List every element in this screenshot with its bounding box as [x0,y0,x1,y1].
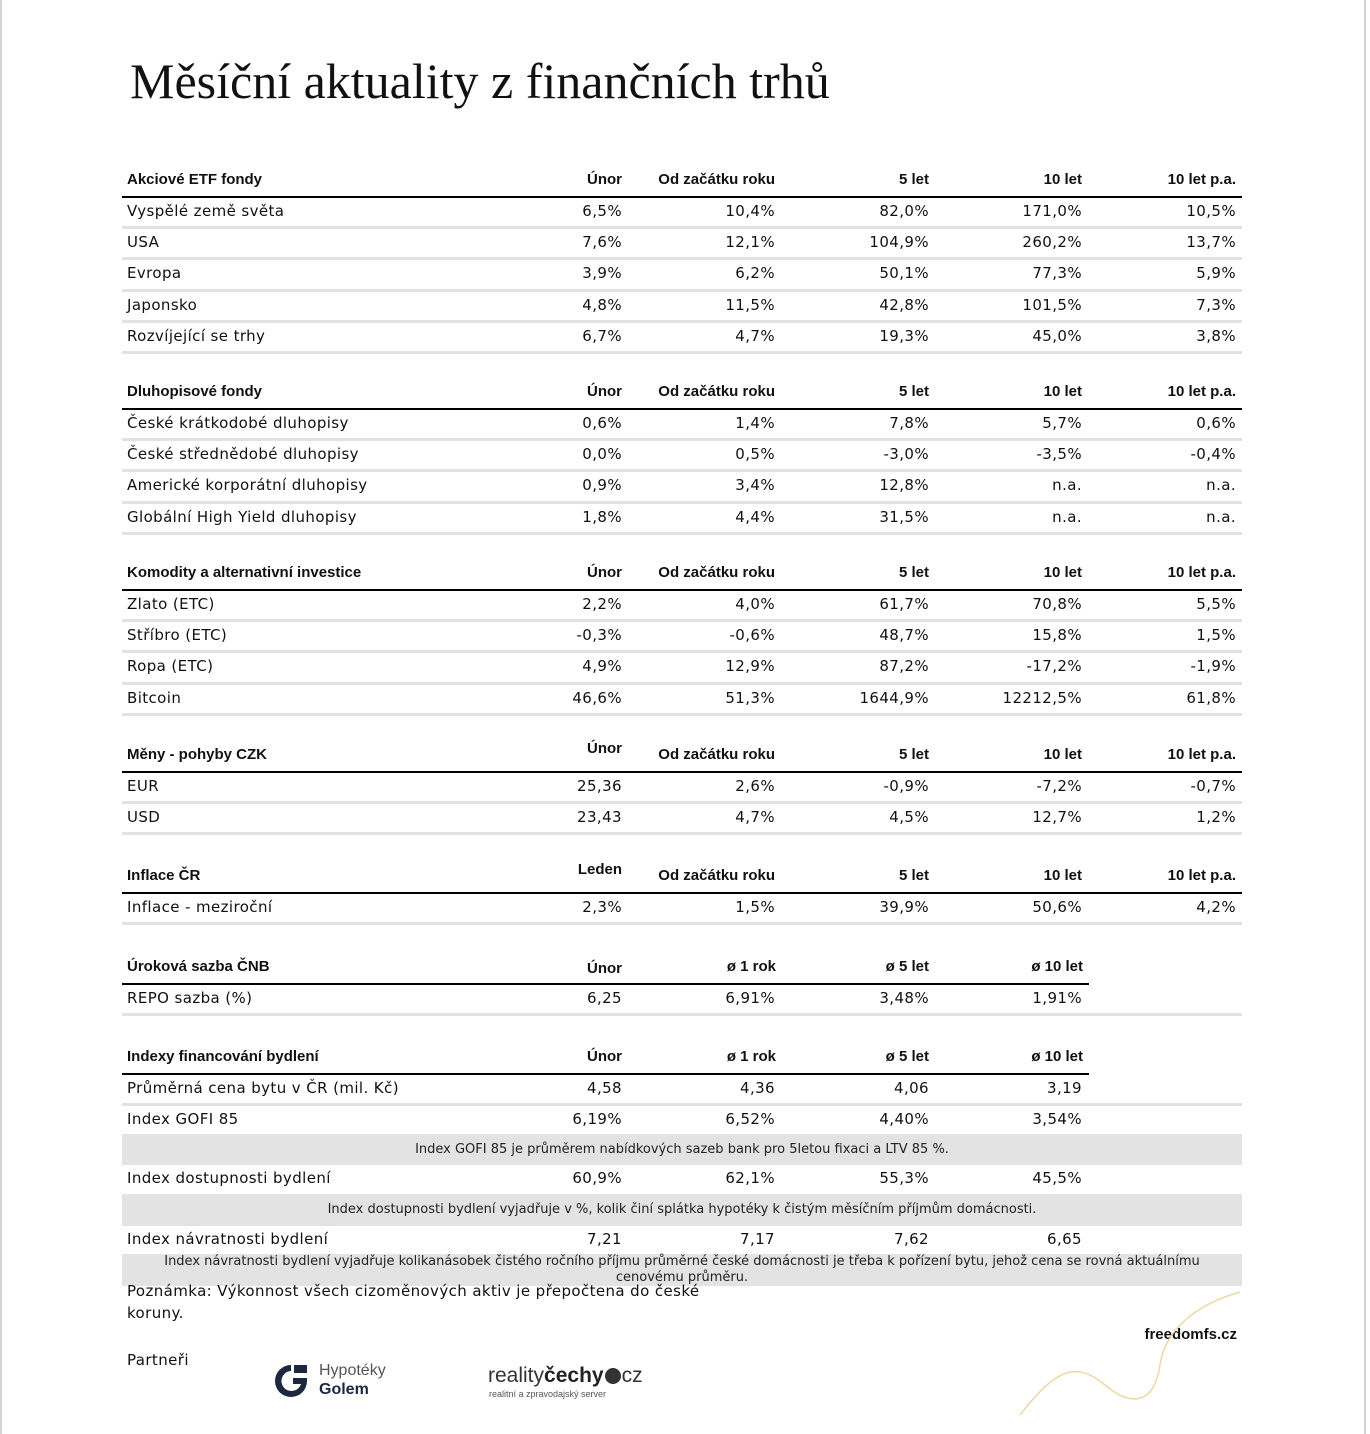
cell: 1,8% [582,507,622,526]
header-col: Od začátku roku [658,564,775,581]
header-col: 5 let [898,171,929,188]
cell: 0,6% [582,414,622,432]
wordmark-part: reality [488,1364,545,1387]
cell: 42,8% [879,295,929,314]
cell: 51,3% [725,688,775,707]
header-col: Od začátku roku [658,171,775,188]
cell: -0,4% [1190,445,1236,464]
cell: 10,5% [1186,202,1236,220]
cell: 50,6% [1032,898,1082,916]
cell: -3,5% [1036,445,1082,464]
cell: 23,43 [577,808,622,827]
row-label: Ropa (ETC) [127,657,214,676]
header-col: 10 let [1043,867,1082,884]
row-label: Rozvíjející se trhy [127,326,266,345]
section-housing-indices-cont2 [122,1226,1242,1254]
cell: 19,3% [879,326,929,345]
cell: 0,0% [582,445,622,464]
table-row [122,229,1242,260]
cell: 70,8% [1032,595,1082,613]
header-col: Od začátku roku [658,867,775,884]
header-col: 10 let p.a. [1167,746,1236,763]
golem-logo-icon [274,1364,310,1398]
cell: 12,7% [1032,808,1082,827]
header-col: 10 let [1043,171,1082,188]
cell: 87,2% [879,657,929,676]
cell: -0,7% [1190,777,1236,795]
cell: -7,2% [1036,777,1082,795]
table-row [122,441,1242,472]
header-col: 10 let p.a. [1167,383,1236,400]
row-label: Globální High Yield dluhopisy [127,507,357,526]
header-col: 5 let [898,383,929,400]
table-row [122,472,1242,503]
table-row [122,323,1242,354]
header-label: Dluhopisové fondy [127,383,262,400]
header-label: Měny - pohyby CZK [127,746,268,763]
cell: -0,3% [576,626,622,645]
cell: 1,5% [735,898,775,916]
table-header [122,559,1242,591]
header-col: Od začátku roku [658,383,775,400]
header-col: 10 let [1043,746,1082,763]
table-row [122,894,1242,925]
header-label: Akciové ETF fondy [127,171,263,188]
page-title: Měsíční aktuality z finančních trhů [130,53,830,109]
row-label: Inflace - meziroční [127,898,273,916]
partners-label: Partneři [127,1351,189,1369]
cell: 6,65 [1047,1230,1082,1248]
cell: 4,58 [587,1079,622,1097]
realitycechy-logo[interactable] [488,1364,688,1404]
cell: 39,9% [879,898,929,916]
cell: 7,17 [740,1230,775,1248]
cell: 15,8% [1032,626,1082,645]
table-row [122,198,1242,229]
header-label: Indexy financování bydlení [127,1048,319,1065]
header-col: ø 10 let [1031,1048,1083,1065]
section-inflation [122,862,1242,925]
table-header [122,378,1242,410]
header-col: ø 1 rok [726,958,776,975]
row-label: USD [127,808,161,827]
header-col: Leden [577,861,622,878]
cell: 3,8% [1196,326,1236,345]
cell: 25,36 [577,777,622,795]
cell: 12,9% [725,657,775,676]
cell: 5,9% [1196,264,1236,283]
return-note: Index návratnosti bydlení vyjadřuje kolikanásobek čistého ročního příjmu průměrné české domácnosti je třeba k pořízení bytu, jehož cena se rovná aktuálnímu cenovému průměru. [122,1254,1242,1286]
header-col: 5 let [898,564,929,581]
cell: 3,54% [1032,1110,1082,1129]
cell: 50,1% [879,264,929,283]
table-header [122,1043,1089,1075]
cell: 1644,9% [859,688,929,707]
cell: 4,2% [1196,898,1236,916]
cell: 4,7% [735,808,775,827]
cell: -0,6% [729,626,775,645]
table-header [122,166,1242,198]
header-col: 5 let [898,867,929,884]
header-col: Únor [587,740,622,757]
table-row [122,653,1242,684]
cell: 61,8% [1186,688,1236,707]
header-col: 5 let [898,746,929,763]
cell: 7,6% [582,233,622,252]
cell: 12,8% [879,476,929,495]
row-label: České střednědobé dluhopisy [127,445,359,464]
golem-logo-line2: Golem [319,1381,369,1398]
table-row [122,985,1242,1016]
header-col: 10 let [1043,564,1082,581]
decorative-curve [1015,1290,1255,1420]
cell: -3,0% [883,445,929,464]
wordmark-bold: čechy [544,1364,604,1387]
cell: 4,4% [735,507,775,526]
header-col: 10 let p.a. [1167,867,1236,884]
cell: 104,9% [869,233,929,252]
cell: 11,5% [725,295,775,314]
cell: 0,6% [1196,414,1236,432]
table-row [122,410,1242,441]
cell: 12,1% [725,233,775,252]
cell: 82,0% [879,202,929,220]
cell: 6,91% [725,989,775,1007]
header-col: 10 let [1043,383,1082,400]
row-label: Vyspělé země světa [127,202,285,220]
cell: 6,2% [735,264,775,283]
cell: 4,8% [582,295,622,314]
cell: 4,9% [582,657,622,676]
table-row [122,804,1242,835]
row-label: Americké korporátní dluhopisy [127,476,368,495]
header-col: Únor [587,960,622,977]
header-label: Inflace ČR [127,867,201,884]
cell: 5,5% [1196,595,1236,613]
cell: 101,5% [1022,295,1082,314]
cell: 1,91% [1032,989,1082,1007]
cell: 2,3% [582,898,622,916]
table-row [122,504,1242,535]
section-housing-indices-cont [122,1165,1242,1193]
golem-logo[interactable] [274,1362,414,1402]
cell: 3,19 [1047,1079,1082,1097]
cell: 1,5% [1196,626,1236,645]
cell: 4,0% [735,595,775,613]
header-col: 10 let p.a. [1167,564,1236,581]
header-col: Od začátku roku [658,746,775,763]
cell: 1,2% [1196,808,1236,827]
header-col: ø 1 rok [726,1048,776,1065]
row-label: REPO sazba (%) [127,989,253,1007]
cell: 12212,5% [1002,688,1082,707]
cell: n.a. [1206,507,1236,526]
row-label: Japonsko [127,295,198,314]
wordmark-tld: cz [621,1364,643,1387]
cell: n.a. [1052,507,1082,526]
cell: -0,9% [883,777,929,795]
table-row [122,1075,1242,1106]
cell: 7,21 [587,1230,622,1248]
row-label: Index GOFI 85 [127,1110,239,1129]
row-label: Stříbro (ETC) [127,626,228,645]
cell: 7,62 [894,1230,929,1248]
cell: 0,5% [735,445,775,464]
cell: 3,9% [582,264,622,283]
row-label: Index dostupnosti bydlení [127,1169,331,1187]
cell: 77,3% [1032,264,1082,283]
cell: 6,7% [582,326,622,345]
cell: 4,36 [740,1079,775,1097]
header-label: Komodity a alternativní investice [127,564,362,581]
row-label: Evropa [127,264,182,283]
cell: 55,3% [879,1169,929,1187]
header-col: Únor [587,1048,622,1065]
cell: 7,8% [889,414,929,432]
section-bond-funds [122,378,1242,535]
cell: 6,52% [725,1110,775,1129]
table-row [122,591,1242,622]
header-col: Únor [587,564,622,581]
website-link[interactable]: freedomfs.cz [1144,1326,1237,1343]
header-col: 10 let p.a. [1167,171,1236,188]
cell: 6,25 [587,989,622,1007]
section-cnb-rate [122,953,1242,1016]
table-row [122,1106,1242,1134]
section-equity-etf [122,166,1242,354]
cell: 61,7% [879,595,929,613]
table-row [122,773,1242,804]
cell: 45,0% [1032,326,1082,345]
cell: 2,6% [735,777,775,795]
cell: 5,7% [1042,414,1082,432]
cell: n.a. [1052,476,1082,495]
row-label: Zlato (ETC) [127,595,215,613]
cell: 60,9% [572,1169,622,1187]
row-label: EUR [127,777,160,795]
target-icon [605,1368,621,1384]
cell: -1,9% [1190,657,1236,676]
row-label: Průměrná cena bytu v ČR (mil. Kč) [127,1079,399,1097]
cell: 6,19% [572,1110,622,1129]
header-col: ø 10 let [1031,958,1083,975]
cell: -17,2% [1026,657,1082,676]
table-row [122,685,1242,716]
table-row [122,1226,1242,1254]
table-header [122,862,1242,894]
section-housing-indices [122,1043,1242,1134]
section-commodities [122,559,1242,716]
row-label: USA [127,233,160,252]
cell: 4,5% [889,808,929,827]
footnote: Poznámka: Výkonnost všech cizoměnových aktiv je přepočtena do české koruny. [127,1282,700,1322]
table-header [122,741,1242,773]
cell: n.a. [1206,476,1236,495]
cell: 62,1% [725,1169,775,1187]
table-row [122,260,1242,291]
header-col: Únor [587,171,622,188]
cell: 3,48% [879,989,929,1007]
cell: 3,4% [735,476,775,495]
cell: 260,2% [1022,233,1082,252]
cell: 10,4% [725,202,775,220]
header-col: ø 5 let [885,958,929,975]
cell: 4,40% [879,1110,929,1129]
table-header [122,953,1089,985]
header-label: Úroková sazba ČNB [127,958,270,975]
cell: 1,4% [735,414,775,432]
table-row [122,622,1242,653]
cell: 4,7% [735,326,775,345]
golem-logo-line1: Hypotéky [319,1362,386,1379]
row-label: Bitcoin [127,688,182,707]
cell: 6,5% [582,202,622,220]
cell: 7,3% [1196,295,1236,314]
cell: 31,5% [879,507,929,526]
affordability-note: Index dostupnosti bydlení vyjadřuje v %, kolik činí splátka hypotéky k čistým měsíčním příjmům domácnosti. [122,1194,1242,1226]
header-col: ø 5 let [885,1048,929,1065]
realitycechy-tagline: realitní a zpravodajský server [489,1389,607,1399]
table-row [122,1165,1242,1193]
section-currencies [122,741,1242,835]
header-col: Únor [587,383,622,400]
row-label: České krátkodobé dluhopisy [127,414,349,432]
table-row [122,292,1242,323]
realitycechy-wordmark [488,1364,643,1388]
gofi-note: Index GOFI 85 je průměrem nabídkových sazeb bank pro 5letou fixaci a LTV 85 %. [122,1134,1242,1165]
cell: 2,2% [582,595,622,613]
cell: 4,06 [894,1079,929,1097]
cell: 171,0% [1022,202,1082,220]
row-label: Index návratnosti bydlení [127,1230,329,1248]
cell: 48,7% [879,626,929,645]
cell: 46,6% [572,688,622,707]
cell: 13,7% [1186,233,1236,252]
cell: 0,9% [582,476,622,495]
cell: 45,5% [1032,1169,1082,1187]
